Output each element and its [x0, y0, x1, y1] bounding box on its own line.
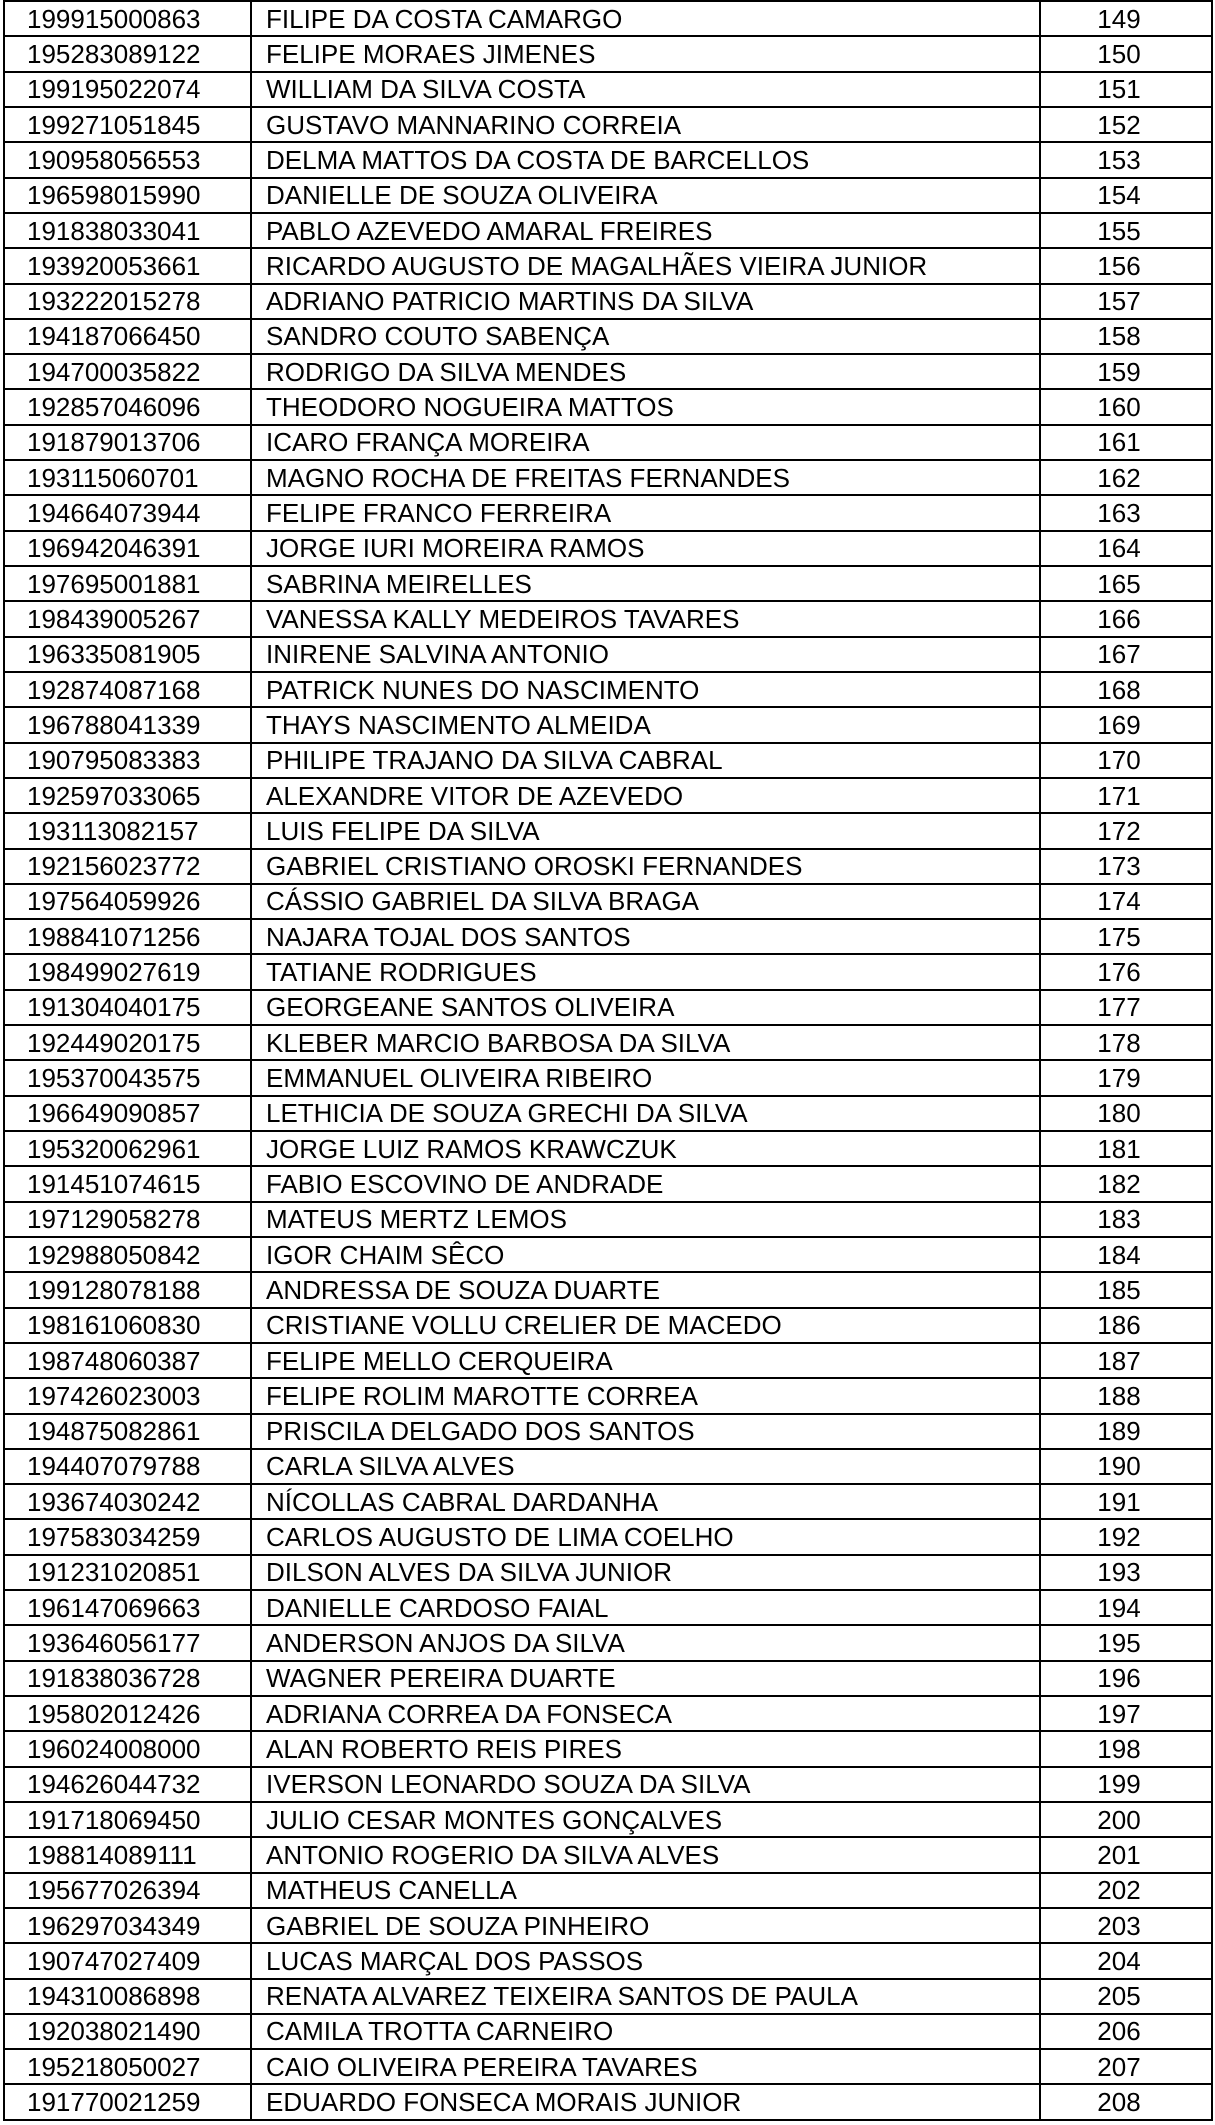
classification-position-cell: 189	[1040, 1414, 1212, 1449]
table-row	[4, 1308, 1212, 1343]
table-row	[4, 107, 1212, 142]
registration-code-cell: 198841071256	[4, 919, 251, 954]
classification-position-cell: 160	[1040, 389, 1212, 424]
table-row	[4, 354, 1212, 389]
registration-code-cell: 194700035822	[4, 354, 251, 389]
candidate-name-cell: ADRIANA CORREA DA FONSECA	[251, 1696, 1040, 1731]
table-row	[4, 1519, 1212, 1554]
candidate-name-cell: EMMANUEL OLIVEIRA RIBEIRO	[251, 1060, 1040, 1095]
registration-code-cell: 191838033041	[4, 213, 251, 248]
registration-code-cell: 195370043575	[4, 1060, 251, 1095]
registration-code-cell: 191718069450	[4, 1802, 251, 1837]
registration-code-cell: 196649090857	[4, 1096, 251, 1131]
registration-code-cell: 195218050027	[4, 2049, 251, 2084]
table-row	[4, 1767, 1212, 1802]
candidate-name-cell: ANDERSON ANJOS DA SILVA	[251, 1625, 1040, 1660]
classification-position-cell: 201	[1040, 1837, 1212, 1872]
registration-code-cell: 196147069663	[4, 1590, 251, 1625]
classification-position-cell: 190	[1040, 1449, 1212, 1484]
registration-code-cell: 197426023003	[4, 1378, 251, 1413]
classification-position-cell: 198	[1040, 1731, 1212, 1766]
candidate-name-cell: CRISTIANE VOLLU CRELIER DE MACEDO	[251, 1308, 1040, 1343]
table-row	[4, 1131, 1212, 1166]
registration-code-cell: 192857046096	[4, 389, 251, 424]
classification-position-cell: 159	[1040, 354, 1212, 389]
registration-code-cell: 196788041339	[4, 707, 251, 742]
table-row	[4, 1, 1212, 36]
candidate-name-cell: RODRIGO DA SILVA MENDES	[251, 354, 1040, 389]
table-row	[4, 142, 1212, 177]
classification-position-cell: 152	[1040, 107, 1212, 142]
candidate-name-cell: TATIANE RODRIGUES	[251, 954, 1040, 989]
registration-code-cell: 195677026394	[4, 1873, 251, 1908]
table-row	[4, 601, 1212, 636]
table-row	[4, 1908, 1212, 1943]
candidate-name-cell: GABRIEL DE SOUZA PINHEIRO	[251, 1908, 1040, 1943]
table-row	[4, 531, 1212, 566]
results-table-body	[4, 1, 1212, 2120]
classification-position-cell: 206	[1040, 2014, 1212, 2049]
registration-code-cell: 198161060830	[4, 1308, 251, 1343]
registration-code-cell: 193674030242	[4, 1484, 251, 1519]
registration-code-cell: 192874087168	[4, 672, 251, 707]
classification-position-cell: 156	[1040, 248, 1212, 283]
table-row	[4, 319, 1212, 354]
classification-position-cell: 170	[1040, 743, 1212, 778]
classification-position-cell: 208	[1040, 2084, 1212, 2120]
table-row	[4, 743, 1212, 778]
registration-code-cell: 199195022074	[4, 72, 251, 107]
classification-position-cell: 186	[1040, 1308, 1212, 1343]
candidate-name-cell: FILIPE DA COSTA CAMARGO	[251, 1, 1040, 36]
registration-code-cell: 194310086898	[4, 1979, 251, 2014]
classification-position-cell: 166	[1040, 601, 1212, 636]
candidate-name-cell: FELIPE MELLO CERQUEIRA	[251, 1343, 1040, 1378]
registration-code-cell: 191304040175	[4, 990, 251, 1025]
table-row	[4, 495, 1212, 530]
table-row	[4, 1590, 1212, 1625]
candidate-name-cell: DANIELLE CARDOSO FAIAL	[251, 1590, 1040, 1625]
classification-position-cell: 164	[1040, 531, 1212, 566]
registration-code-cell: 191838036728	[4, 1661, 251, 1696]
table-row	[4, 1625, 1212, 1660]
classification-position-cell: 171	[1040, 778, 1212, 813]
table-row	[4, 884, 1212, 919]
candidate-name-cell: FABIO ESCOVINO DE ANDRADE	[251, 1166, 1040, 1201]
table-row	[4, 1237, 1212, 1272]
candidate-name-cell: THAYS NASCIMENTO ALMEIDA	[251, 707, 1040, 742]
classification-position-cell: 207	[1040, 2049, 1212, 2084]
table-row	[4, 425, 1212, 460]
table-row	[4, 1272, 1212, 1307]
table-row	[4, 460, 1212, 495]
table-row	[4, 213, 1212, 248]
table-row	[4, 1202, 1212, 1237]
candidate-name-cell: PHILIPE TRAJANO DA SILVA CABRAL	[251, 743, 1040, 778]
classification-position-cell: 183	[1040, 1202, 1212, 1237]
table-row	[4, 389, 1212, 424]
candidate-name-cell: CAIO OLIVEIRA PEREIRA TAVARES	[251, 2049, 1040, 2084]
candidate-name-cell: GABRIEL CRISTIANO OROSKI FERNANDES	[251, 849, 1040, 884]
registration-code-cell: 194187066450	[4, 319, 251, 354]
registration-code-cell: 196942046391	[4, 531, 251, 566]
table-row	[4, 849, 1212, 884]
classification-position-cell: 177	[1040, 990, 1212, 1025]
table-row	[4, 1414, 1212, 1449]
classification-position-cell: 165	[1040, 566, 1212, 601]
candidate-name-cell: FELIPE MORAES JIMENES	[251, 36, 1040, 71]
table-row	[4, 1802, 1212, 1837]
registration-code-cell: 198748060387	[4, 1343, 251, 1378]
registration-code-cell: 198499027619	[4, 954, 251, 989]
classification-position-cell: 193	[1040, 1555, 1212, 1590]
classification-position-cell: 196	[1040, 1661, 1212, 1696]
candidate-name-cell: LUCAS MARÇAL DOS PASSOS	[251, 1943, 1040, 1978]
candidate-name-cell: MATHEUS CANELLA	[251, 1873, 1040, 1908]
table-row	[4, 36, 1212, 71]
registration-code-cell: 191231020851	[4, 1555, 251, 1590]
candidate-name-cell: ICARO FRANÇA MOREIRA	[251, 425, 1040, 460]
registration-code-cell: 193222015278	[4, 284, 251, 319]
table-row	[4, 990, 1212, 1025]
table-row	[4, 919, 1212, 954]
registration-code-cell: 193920053661	[4, 248, 251, 283]
classification-position-cell: 163	[1040, 495, 1212, 530]
table-row	[4, 1060, 1212, 1095]
candidate-name-cell: PATRICK NUNES DO NASCIMENTO	[251, 672, 1040, 707]
classification-position-cell: 161	[1040, 425, 1212, 460]
classification-position-cell: 203	[1040, 1908, 1212, 1943]
table-row	[4, 1343, 1212, 1378]
classification-position-cell: 168	[1040, 672, 1212, 707]
classification-position-cell: 187	[1040, 1343, 1212, 1378]
classification-position-cell: 191	[1040, 1484, 1212, 1519]
table-row	[4, 1166, 1212, 1201]
candidate-name-cell: MATEUS MERTZ LEMOS	[251, 1202, 1040, 1237]
table-row	[4, 2049, 1212, 2084]
classification-position-cell: 192	[1040, 1519, 1212, 1554]
table-row	[4, 813, 1212, 848]
registration-code-cell: 194626044732	[4, 1767, 251, 1802]
classification-position-cell: 154	[1040, 178, 1212, 213]
table-row	[4, 1449, 1212, 1484]
table-row	[4, 2014, 1212, 2049]
registration-code-cell: 192988050842	[4, 1237, 251, 1272]
table-row	[4, 672, 1212, 707]
table-row	[4, 1555, 1212, 1590]
table-row	[4, 778, 1212, 813]
candidate-name-cell: VANESSA KALLY MEDEIROS TAVARES	[251, 601, 1040, 636]
table-row	[4, 2084, 1212, 2120]
registration-code-cell: 192597033065	[4, 778, 251, 813]
registration-code-cell: 193113082157	[4, 813, 251, 848]
candidate-name-cell: RICARDO AUGUSTO DE MAGALHÃES VIEIRA JUNIOR	[251, 248, 1040, 283]
candidate-name-cell: LUIS FELIPE DA SILVA	[251, 813, 1040, 848]
registration-code-cell: 194875082861	[4, 1414, 251, 1449]
table-row	[4, 1731, 1212, 1766]
classification-position-cell: 153	[1040, 142, 1212, 177]
candidate-name-cell: ADRIANO PATRICIO MARTINS DA SILVA	[251, 284, 1040, 319]
classification-position-cell: 184	[1040, 1237, 1212, 1272]
registration-code-cell: 197583034259	[4, 1519, 251, 1554]
candidate-name-cell: JORGE IURI MOREIRA RAMOS	[251, 531, 1040, 566]
classification-position-cell: 200	[1040, 1802, 1212, 1837]
registration-code-cell: 194664073944	[4, 495, 251, 530]
candidate-name-cell: ANDRESSA DE SOUZA DUARTE	[251, 1272, 1040, 1307]
classification-position-cell: 180	[1040, 1096, 1212, 1131]
results-table	[3, 0, 1213, 2121]
classification-position-cell: 195	[1040, 1625, 1212, 1660]
classification-position-cell: 162	[1040, 460, 1212, 495]
registration-code-cell: 196598015990	[4, 178, 251, 213]
registration-code-cell: 192156023772	[4, 849, 251, 884]
classification-position-cell: 157	[1040, 284, 1212, 319]
table-row	[4, 1096, 1212, 1131]
candidate-name-cell: PRISCILA DELGADO DOS SANTOS	[251, 1414, 1040, 1449]
registration-code-cell: 192038021490	[4, 2014, 251, 2049]
registration-code-cell: 196024008000	[4, 1731, 251, 1766]
registration-code-cell: 199128078188	[4, 1272, 251, 1307]
candidate-name-cell: FELIPE FRANCO FERREIRA	[251, 495, 1040, 530]
registration-code-cell: 198814089111	[4, 1837, 251, 1872]
candidate-name-cell: ALAN ROBERTO REIS PIRES	[251, 1731, 1040, 1766]
classification-position-cell: 175	[1040, 919, 1212, 954]
candidate-name-cell: DELMA MATTOS DA COSTA DE BARCELLOS	[251, 142, 1040, 177]
registration-code-cell: 190795083383	[4, 743, 251, 778]
candidate-name-cell: NAJARA TOJAL DOS SANTOS	[251, 919, 1040, 954]
table-row	[4, 1025, 1212, 1060]
candidate-name-cell: RENATA ALVAREZ TEIXEIRA SANTOS DE PAULA	[251, 1979, 1040, 2014]
candidate-name-cell: ANTONIO ROGERIO DA SILVA ALVES	[251, 1837, 1040, 1872]
classification-position-cell: 178	[1040, 1025, 1212, 1060]
classification-position-cell: 181	[1040, 1131, 1212, 1166]
registration-code-cell: 192449020175	[4, 1025, 251, 1060]
classification-position-cell: 185	[1040, 1272, 1212, 1307]
candidate-name-cell: CARLA SILVA ALVES	[251, 1449, 1040, 1484]
candidate-name-cell: WILLIAM DA SILVA COSTA	[251, 72, 1040, 107]
candidate-name-cell: IVERSON LEONARDO SOUZA DA SILVA	[251, 1767, 1040, 1802]
registration-code-cell: 193646056177	[4, 1625, 251, 1660]
candidate-name-cell: GEORGEANE SANTOS OLIVEIRA	[251, 990, 1040, 1025]
registration-code-cell: 198439005267	[4, 601, 251, 636]
candidate-name-cell: MAGNO ROCHA DE FREITAS FERNANDES	[251, 460, 1040, 495]
candidate-name-cell: NÍCOLLAS CABRAL DARDANHA	[251, 1484, 1040, 1519]
classification-position-cell: 205	[1040, 1979, 1212, 2014]
table-row	[4, 1979, 1212, 2014]
table-row	[4, 284, 1212, 319]
classification-position-cell: 172	[1040, 813, 1212, 848]
registration-code-cell: 195283089122	[4, 36, 251, 71]
candidate-name-cell: WAGNER PEREIRA DUARTE	[251, 1661, 1040, 1696]
classification-position-cell: 197	[1040, 1696, 1212, 1731]
classification-position-cell: 155	[1040, 213, 1212, 248]
classification-position-cell: 151	[1040, 72, 1212, 107]
table-row	[4, 707, 1212, 742]
classification-position-cell: 179	[1040, 1060, 1212, 1095]
registration-code-cell: 191770021259	[4, 2084, 251, 2120]
candidate-name-cell: JULIO CESAR MONTES GONÇALVES	[251, 1802, 1040, 1837]
candidate-name-cell: ALEXANDRE VITOR DE AZEVEDO	[251, 778, 1040, 813]
classification-position-cell: 199	[1040, 1767, 1212, 1802]
candidate-name-cell: KLEBER MARCIO BARBOSA DA SILVA	[251, 1025, 1040, 1060]
table-row	[4, 248, 1212, 283]
table-row	[4, 1378, 1212, 1413]
classification-position-cell: 149	[1040, 1, 1212, 36]
registration-code-cell: 196297034349	[4, 1908, 251, 1943]
candidate-name-cell: GUSTAVO MANNARINO CORREIA	[251, 107, 1040, 142]
candidate-name-cell: SABRINA MEIRELLES	[251, 566, 1040, 601]
table-row	[4, 637, 1212, 672]
candidate-name-cell: LETHICIA DE SOUZA GRECHI DA SILVA	[251, 1096, 1040, 1131]
classification-position-cell: 150	[1040, 36, 1212, 71]
table-row	[4, 1837, 1212, 1872]
registration-code-cell: 191451074615	[4, 1166, 251, 1201]
table-row	[4, 178, 1212, 213]
candidate-name-cell: JORGE LUIZ RAMOS KRAWCZUK	[251, 1131, 1040, 1166]
classification-position-cell: 204	[1040, 1943, 1212, 1978]
registration-code-cell: 191879013706	[4, 425, 251, 460]
registration-code-cell: 190747027409	[4, 1943, 251, 1978]
registration-code-cell: 193115060701	[4, 460, 251, 495]
registration-code-cell: 199271051845	[4, 107, 251, 142]
classification-position-cell: 202	[1040, 1873, 1212, 1908]
classification-position-cell: 176	[1040, 954, 1212, 989]
classification-position-cell: 173	[1040, 849, 1212, 884]
registration-code-cell: 190958056553	[4, 142, 251, 177]
registration-code-cell: 196335081905	[4, 637, 251, 672]
candidate-name-cell: IGOR CHAIM SÊCO	[251, 1237, 1040, 1272]
registration-code-cell: 197695001881	[4, 566, 251, 601]
registration-code-cell: 195802012426	[4, 1696, 251, 1731]
classification-position-cell: 188	[1040, 1378, 1212, 1413]
registration-code-cell: 197564059926	[4, 884, 251, 919]
table-row	[4, 1696, 1212, 1731]
table-row	[4, 954, 1212, 989]
candidate-name-cell: EDUARDO FONSECA MORAIS JUNIOR	[251, 2084, 1040, 2120]
candidate-name-cell: CARLOS AUGUSTO DE LIMA COELHO	[251, 1519, 1040, 1554]
table-row	[4, 1661, 1212, 1696]
candidate-name-cell: PABLO AZEVEDO AMARAL FREIRES	[251, 213, 1040, 248]
classification-position-cell: 158	[1040, 319, 1212, 354]
table-row	[4, 72, 1212, 107]
table-row	[4, 1873, 1212, 1908]
candidate-name-cell: DANIELLE DE SOUZA OLIVEIRA	[251, 178, 1040, 213]
registration-code-cell: 199915000863	[4, 1, 251, 36]
candidate-name-cell: SANDRO COUTO SABENÇA	[251, 319, 1040, 354]
candidate-name-cell: DILSON ALVES DA SILVA JUNIOR	[251, 1555, 1040, 1590]
classification-position-cell: 194	[1040, 1590, 1212, 1625]
registration-code-cell: 194407079788	[4, 1449, 251, 1484]
registration-code-cell: 197129058278	[4, 1202, 251, 1237]
classification-position-cell: 167	[1040, 637, 1212, 672]
candidate-name-cell: FELIPE ROLIM MAROTTE CORREA	[251, 1378, 1040, 1413]
classification-position-cell: 169	[1040, 707, 1212, 742]
classification-position-cell: 174	[1040, 884, 1212, 919]
candidate-name-cell: CÁSSIO GABRIEL DA SILVA BRAGA	[251, 884, 1040, 919]
candidate-name-cell: INIRENE SALVINA ANTONIO	[251, 637, 1040, 672]
table-row	[4, 566, 1212, 601]
candidate-name-cell: CAMILA TROTTA CARNEIRO	[251, 2014, 1040, 2049]
table-row	[4, 1484, 1212, 1519]
table-row	[4, 1943, 1212, 1978]
registration-code-cell: 195320062961	[4, 1131, 251, 1166]
candidate-name-cell: THEODORO NOGUEIRA MATTOS	[251, 389, 1040, 424]
classification-position-cell: 182	[1040, 1166, 1212, 1201]
